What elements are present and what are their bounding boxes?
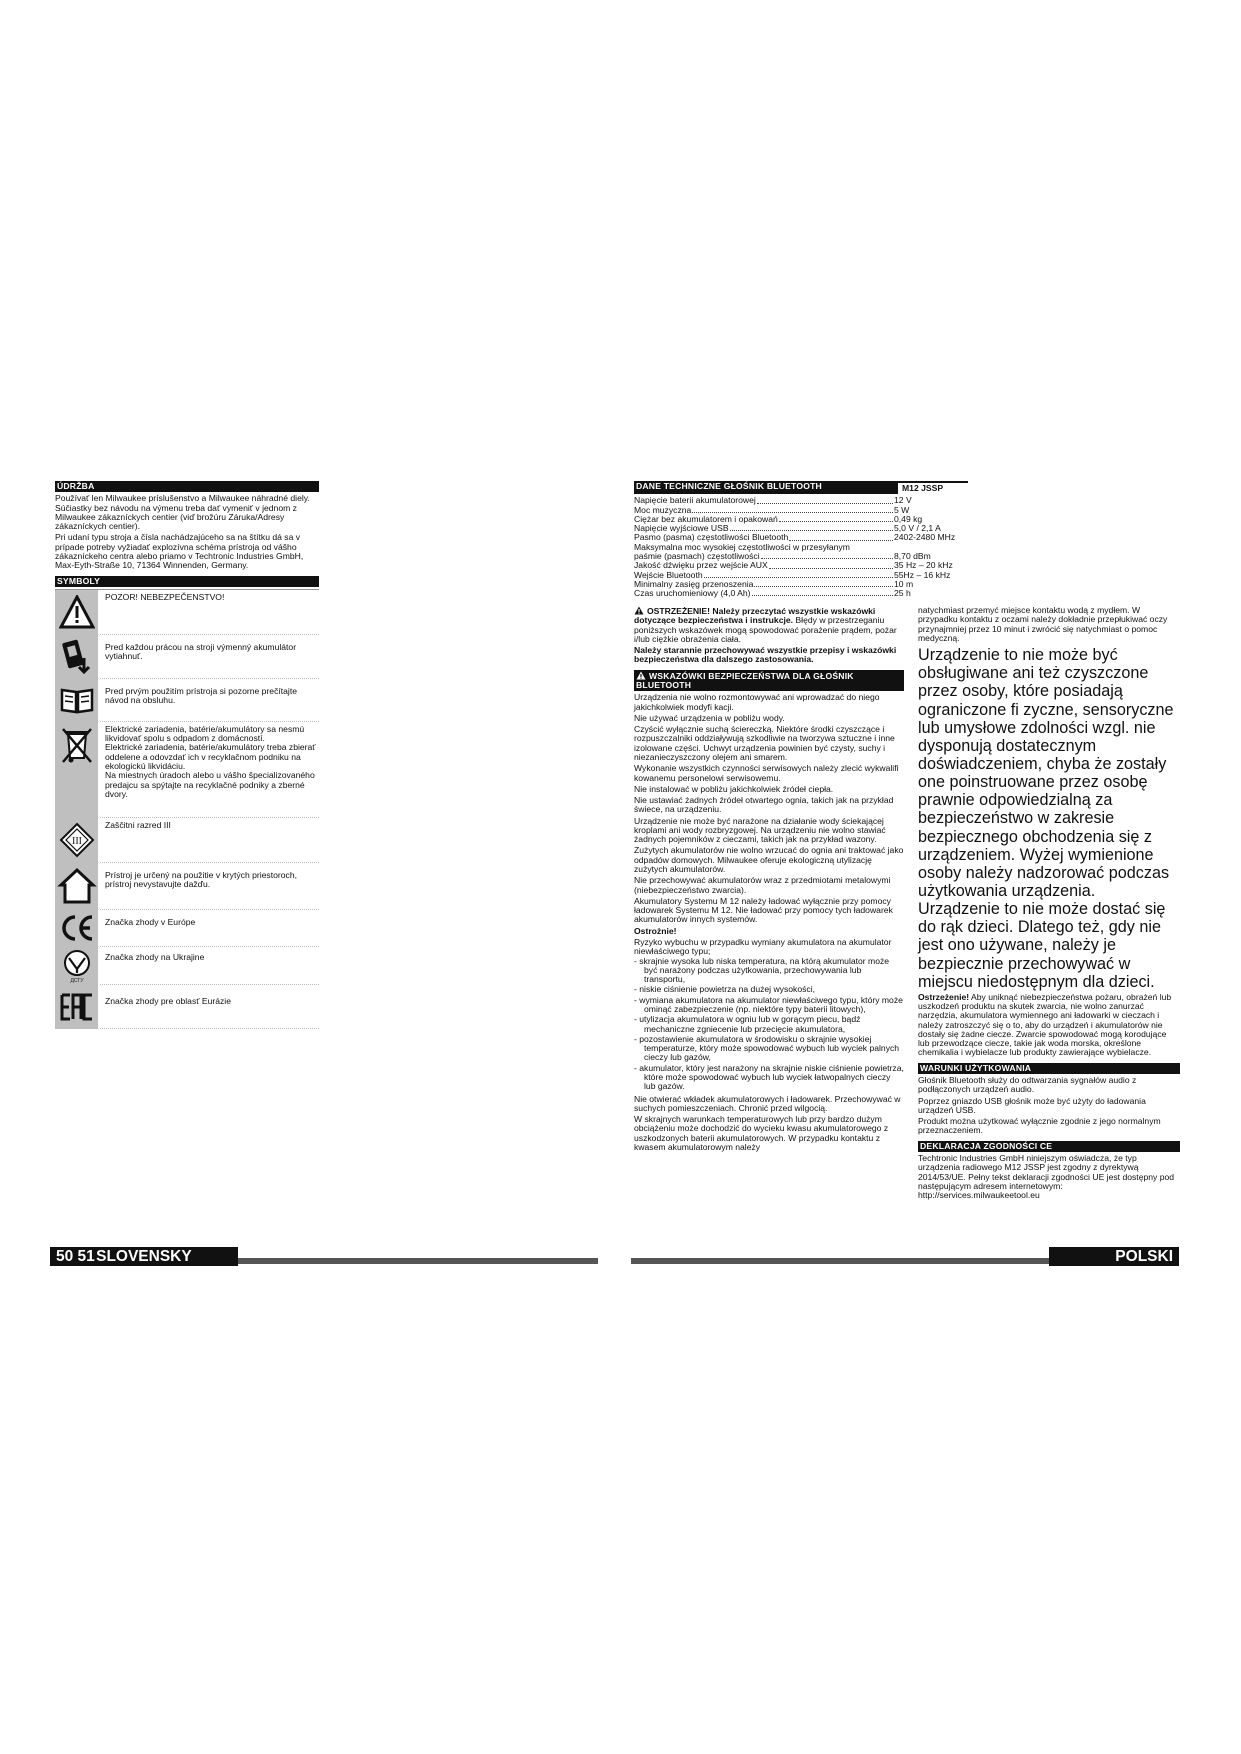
caution-list-item: - skrajnie wysoka lub niska temperatura, na którą akumulator może być narażony podczas użytkowania, przechowywania lub transportu, [634, 955, 890, 985]
symbol-row [55, 818, 319, 863]
children-warning-text: Urządzenie to nie może być obsługiwane ani też czyszczone przez osoby, które posiadają ograniczone fi zyczne, sensoryczne lub umysłowe zdolności wzgl. nie dysponują dostatecznym doświadczeniem, chyba że zostały one poinstruowane przez osobę prawnie odpowiedzialną za bezpieczeństwo w zakresie bezpiecznego obchodzenia się z urządzeniem. Wyżej wymienione osoby należy nadzorować podczas użytkowania urządzenia. Urządzenie to nie może dostać się do rąk dzieci. Dlatego też, gdy nie jest ono używane, należy je bezpiecznie przechowywać w miejscu niedostępnym dla dzieci. [918, 646, 1174, 991]
symbols-table [55, 589, 319, 1029]
safety-heading-text: WSKAZÓWKI BEZPIECZEŃSTWA DLA GŁOŚNIK BLUETOOTH [636, 670, 854, 690]
symbol-text: POZOR! NEBEZPEČENSTVO! [105, 591, 225, 602]
safety-paragraph: Nie używać urządzenia w pobliżu wody. [634, 712, 785, 723]
usage-heading: WARUNKI UŻYTKOWANIA [918, 1063, 1180, 1074]
symbol-row [55, 985, 319, 1029]
safety-paragraph: W skrajnych warunkach temperaturowych lub przy bardzo dużym obciążeniu może dochodzić do wycieku kwasu akumulatorowego z uszkodzonych baterii akumulatorowych. W przypadku kontaktu z kwasem akumulatorowym należy [634, 1114, 889, 1152]
caution-list-item: - akumulator, który jest narażony na skrajnie niskie ciśnienie powietrza, które może spowodować wybuch lub wyciek łatwopalnych cieczy lub gazów. [634, 1062, 904, 1092]
spec-label: Jakość dźwięku przez wejście AUX [634, 560, 768, 571]
left-page-column [55, 481, 319, 1029]
caution-list-item: - wymiana akumulatora na akumulator niewłaściwego typu, który może ominąć zabezpieczenie (np. niektóre typy baterii litowych), [634, 994, 903, 1014]
continuation-text: natychmiast przemyć miejsce kontaktu wodą z mydłem. W przypadku kontaktu z oczami należy dokładnie przepłukiwać oczy przynajmniej przez 10 minut i zwrócić się natychmiast o pomoc medyczną. [918, 605, 1168, 643]
safety-paragraph: Akumulatory Systemu M 12 należy ładować wyłącznie przy pomocy ładowarek Systemu M 12. Nie ładować przy pomocy tych ładowarek akumulatorów innych systemów. [634, 895, 893, 925]
symbol-text: Značka zhody v Európe [105, 916, 196, 927]
spec-label: paśmie (pasmach) częstotliwości [634, 550, 760, 561]
footer-language: SLOVENSKY [96, 1248, 192, 1265]
protection-class-iii-icon [55, 818, 99, 863]
safety-paragraph: Czyścić wyłącznie suchą ściereczką. Niektóre środki czyszczące i rozpuszczalniki oddziaływują szkodliwie na tworzywa sztuczne i inne izolowane części. Uchwyt urządzenia powinien być czysty, suchy i niezanieczyszczony olejem ani smarem. [634, 724, 895, 762]
read-manual-icon [55, 679, 99, 722]
warning-triangle-icon [636, 671, 646, 680]
symbol-row [55, 590, 319, 635]
technical-data-heading: DANE TECHNICZNE GŁOŚNIK BLUETOOTH [634, 481, 898, 494]
symbol-text: Pred každou prácou na stroji výmenný akumulátor vytiahnuť. [105, 641, 297, 662]
spec-value: 5 W [894, 504, 910, 515]
declaration-text: Techtronic Industries GmbH niniejszym oświadcza, że typ urządzenia radiowego M12 JSSP jest zgodny z dyrektywą 2014/53/UE. Pełny tekst deklaracji zgodności UE jest dostępny pod następującym adresem internetowym: http://services.milwaukeetool.eu [918, 1153, 1175, 1201]
page-numbers: 50 51 [56, 1248, 95, 1265]
maintenance-paragraph-2: Pri udaní typu stroja a čísla nachádzajúceho sa na štítku dá sa v prípade potreby vyžiadať explozívna schéma prístroja od vášho zákazníckeho centra alebo priamo v Techtronic Industries GmbH, Max-Eyth-Straße 10, 71364 Winnenden, Germany. [55, 532, 304, 571]
liquid-warning-text: Aby uniknąć niebezpieczeństwa pożaru, obrażeń lub uszkodzeń produktu na skutek zwarcia, nie wolno zanurzać narzędzia, akumulatora wymiennego ani ładowarki w cieczach i należy zatroszczyć się o to, aby do urządzeń i akumulatorów nie dostały się żadne ciecze. Zwarcie spowodować mogą korodujące lub przewodzące ciecze, takie jak woda morska, określone chemikalia i wybielacze lub produkty zawierające wybielacze. [918, 991, 1172, 1058]
footer-language: POLSKI [1049, 1247, 1179, 1266]
spec-value: 5,0 V / 2,1 A [894, 523, 941, 534]
caution-list-item: - pozostawienie akumulatora w środowisku o skrajnie wysokiej temperaturze, który może spowodować wybuch lub wyciek palnych cieczy lub gazów, [634, 1033, 900, 1063]
svg-text:III: III [71, 836, 82, 848]
safety-paragraph: Nie otwierać wkładek akumulatorowych i ładowarek. Przechowywać w suchych pomieszczeniach. Chronić przed wilgocią. [634, 1093, 901, 1113]
safety-paragraph: Zużytych akumulatorów nie wolno wrzucać do ognia ani traktować jako odpadów domowych. Milwaukee oferuje ekologiczną utylizację zużytych akumulatorów. [634, 845, 904, 875]
remove-battery-icon [55, 635, 99, 679]
usage-paragraph: Produkt można użytkować wyłącznie zgodnie z jego normalnym przeznaczeniem. [918, 1116, 1161, 1136]
symbol-row [55, 910, 319, 947]
spec-label: Napięcie baterii akumulatorowej [634, 495, 756, 506]
safety-column [634, 606, 904, 1154]
symbol-row [55, 679, 319, 722]
footer-left-label [50, 1247, 238, 1266]
indoor-house-icon [55, 863, 99, 910]
spec-label: Napięcie wyjściowe USB [634, 523, 729, 534]
warning-triangle-icon [55, 590, 99, 635]
symbols-heading: SYMBOLY [55, 576, 319, 587]
model-name: M12 JSSP [898, 481, 968, 494]
spec-label: Pasmo (pasma) częstotliwości Bluetooth [634, 532, 789, 543]
usage-column [918, 606, 1180, 1202]
symbol-row [55, 635, 319, 679]
safety-heading [634, 670, 904, 692]
safety-paragraph: Wykonanie wszystkich czynności serwisowych należy zlecić wykwalifi kowanemu personelowi serwisowemu. [634, 763, 899, 783]
spec-value: 2402-2480 MHz [894, 532, 956, 543]
ukraine-conformity-icon [55, 947, 99, 985]
maintenance-paragraph-1: Používať len Milwaukee príslušenstvo a Milwaukee náhradné diely. Súčiastky bez návodu na výmenu treba dať vymeniť v jednom z Milwaukee zákazníckych centier (viď brožúru Záruka/Adresy zákazníckych centier). [55, 493, 310, 532]
spec-label: Czas uruchomieniowy (4,0 Ah) [634, 588, 751, 599]
spec-value: 8,70 dBm [894, 550, 931, 561]
usage-paragraph: Głośnik Bluetooth służy do odtwarzania sygnałów audio z podłączonych urządzeń audio. [918, 1075, 1137, 1095]
safety-paragraph: Nie przechowywać akumulatorów wraz z przedmiotami metalowymi (niebezpieczeństwo zwarcia). [634, 875, 891, 895]
liquid-warning-bold: Ostrzeżenie! [918, 991, 970, 1002]
warning-bold-text: OSTRZEŻENIE! Należy przeczytać wszystkie wskazówki dotyczące bezpieczeństwa i instrukcje. [634, 606, 876, 626]
warning-keep-instructions: Należy starannie przechowywać wszystkie przepisy i wskazówki bezpieczeństwa dla dalszego zastosowania. [634, 645, 897, 665]
spec-value: 55Hz – 16 kHz [894, 569, 951, 580]
spec-label: Wejście Bluetooth [634, 569, 703, 580]
technical-data-header [634, 481, 968, 494]
symbol-row [55, 722, 319, 818]
ce-mark-icon [55, 910, 99, 947]
symbol-text: Prístroj je určený na použitie v krytých priestoroch, prístroj nevystavujte dažďu. [105, 869, 298, 890]
spec-row [634, 589, 968, 598]
symbol-text: Pred prvým použitím prístroja si pozorne prečítajte návod na obsluhu. [105, 685, 298, 706]
liquid-warning [918, 993, 1180, 1058]
eac-mark-icon [55, 985, 99, 1029]
spec-value: 25 h [894, 588, 911, 599]
safety-paragraph: Nie ustawiać żadnych źródeł otwartego ognia, takich jak na przykład świece, na urządzeniu. [634, 795, 894, 815]
safety-paragraph: Urządzenie nie może być narażone na działanie wody ściekającej kroplami ani wody rozbryzgowej. Na urządzeniu nie wolno stawiać żadnych pojemników z cieczami, takich jak na przykład wazony. [634, 815, 886, 845]
spec-value: 12 V [894, 495, 912, 506]
maintenance-heading: ÚDRŽBA [55, 481, 319, 492]
svg-text:ДСТУ: ДСТУ [69, 977, 84, 983]
left-page-footer [50, 1247, 598, 1266]
spec-table [634, 496, 968, 598]
technical-data-section [634, 481, 968, 598]
footer-bar [631, 1258, 1049, 1264]
general-warning [634, 606, 904, 644]
spec-value: 0,49 kg [894, 513, 923, 524]
spec-label: Moc muzyczna [634, 504, 692, 515]
symbol-text: Značka zhody na Ukrajine [105, 951, 205, 962]
warning-text: Błędy w przestrzeganiu poniższych wskazówek mogą spowodować porażenie prądem, pożar i/lub ciężkie obrażenia ciała. [634, 615, 897, 644]
caution-title: Ostrożnie! [634, 925, 677, 936]
symbol-text: Elektrické zariadenia, batérie/akumulátory sa nesmú likvidovať spolu s odpadom z domácností. Elektrické zariadenia, batérie/akumulátory treba zbierať oddelene a odovzdať ich v recyklačnom podniku na ekologickú likvidáciu. Na miestnych úradoch alebo u vášho špecializovaného predajcu sa spýtajte na recyklačné podniky a zberné dvory. [105, 723, 316, 799]
safety-paragraph: Nie instalować w pobliżu jakichkolwiek źródeł ciepła. [634, 783, 834, 794]
caution-list-item: - niskie ciśnienie powietrza na dużej wysokości, [634, 984, 816, 995]
spec-value: 35 Hz – 20 kHz [894, 560, 953, 571]
footer-bar [238, 1258, 598, 1264]
usage-paragraph: Poprzez gniazdo USB głośnik może być użyty do ładowania urządzeń USB. [918, 1095, 1146, 1115]
safety-paragraph: Urządzenia nie wolno rozmontowywać ani wprowadzać do niego jakichkolwiek modyfi kacji. [634, 692, 880, 712]
warning-triangle-icon [634, 606, 644, 615]
declaration-heading: DEKLARACJA ZGODNOŚCI CE [918, 1141, 1180, 1152]
symbol-text: Značka zhody pre oblasť Eurázie [105, 995, 231, 1006]
symbol-row [55, 863, 319, 910]
symbol-row [55, 947, 319, 985]
symbol-text: Zaščitni razred III [105, 819, 171, 830]
spec-label: Maksymalna moc wysokiej częstotliwości w przesyłanym [634, 541, 850, 552]
caution-list-item: - utylizacja akumulatora w ogniu lub w gorącym piecu, bądź mechaniczne zgniecenie lub przecięcie akumulatora, [634, 1014, 861, 1034]
spec-label: Minimalny zasięg przenoszenia [634, 578, 754, 589]
caution-text: Ryzyko wybuchu w przypadku wymiany akumulatora na akumulator niewłaściwego typu; [634, 937, 892, 957]
spec-label: Ciężar bez akumulatorem i opakowań [634, 513, 778, 524]
right-page-footer [631, 1247, 1179, 1266]
spec-value: 10 m [894, 578, 914, 589]
crossed-bin-icon [55, 722, 99, 818]
